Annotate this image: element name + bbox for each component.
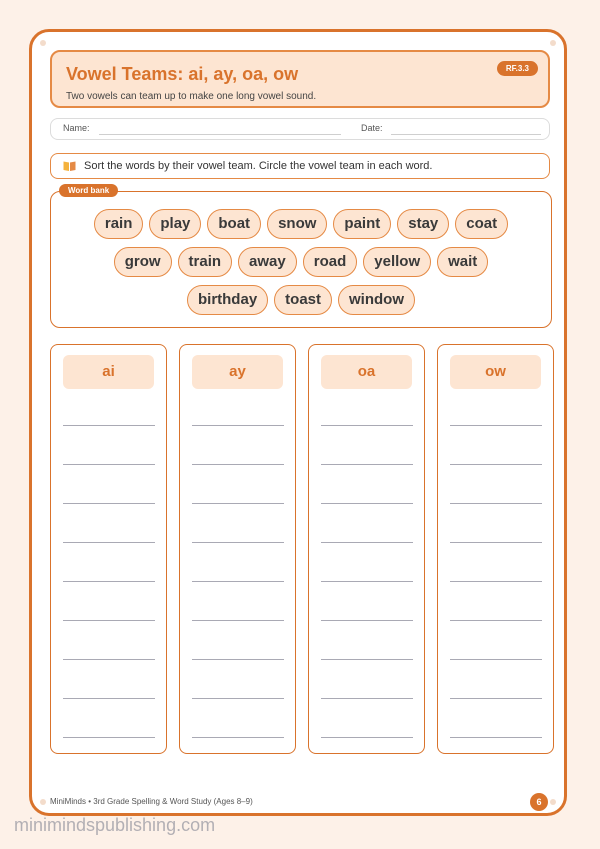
date-field[interactable] xyxy=(391,134,541,135)
word-chip[interactable]: boat xyxy=(207,209,261,239)
writing-line[interactable] xyxy=(192,698,284,699)
word-chip[interactable]: paint xyxy=(333,209,391,239)
writing-line[interactable] xyxy=(450,698,542,699)
writing-line[interactable] xyxy=(192,737,284,738)
sort-column-oa xyxy=(308,344,425,754)
writing-line[interactable] xyxy=(192,503,284,504)
writing-line[interactable] xyxy=(321,581,413,582)
sort-column-ai xyxy=(50,344,167,754)
word-chip[interactable]: wait xyxy=(437,247,488,277)
writing-line[interactable] xyxy=(63,620,155,621)
writing-line[interactable] xyxy=(321,737,413,738)
writing-line[interactable] xyxy=(321,620,413,621)
word-chip[interactable]: grow xyxy=(114,247,172,277)
word-chip[interactable]: yellow xyxy=(363,247,431,277)
instruction-text: Sort the words by their vowel team. Circle the vowel team in each word. xyxy=(84,160,433,172)
writing-line[interactable] xyxy=(321,464,413,465)
writing-line[interactable] xyxy=(321,542,413,543)
writing-line[interactable] xyxy=(63,698,155,699)
word-chip[interactable]: stay xyxy=(397,209,449,239)
name-label: Name: xyxy=(63,123,90,133)
sort-column-ay xyxy=(179,344,296,754)
title-banner xyxy=(50,50,550,108)
writing-line[interactable] xyxy=(450,425,542,426)
writing-line[interactable] xyxy=(63,581,155,582)
writing-line[interactable] xyxy=(63,464,155,465)
word-bank-label: Word bank xyxy=(59,184,118,197)
word-chip[interactable]: coat xyxy=(455,209,508,239)
writing-line[interactable] xyxy=(63,542,155,543)
page-subtitle: Two vowels can team up to make one long vowel sound. xyxy=(66,91,317,102)
writing-line[interactable] xyxy=(192,425,284,426)
writing-line[interactable] xyxy=(192,581,284,582)
writing-line[interactable] xyxy=(321,503,413,504)
writing-line[interactable] xyxy=(450,581,542,582)
name-date-row xyxy=(50,118,550,140)
word-bank-row xyxy=(51,285,551,315)
writing-line[interactable] xyxy=(321,659,413,660)
writing-line[interactable] xyxy=(63,425,155,426)
standard-badge: RF.3.3 xyxy=(497,61,538,76)
corner-dot xyxy=(40,40,46,46)
writing-line[interactable] xyxy=(63,659,155,660)
writing-line[interactable] xyxy=(192,542,284,543)
page-title: Vowel Teams: ai, ay, oa, ow xyxy=(66,64,299,84)
word-chip[interactable]: toast xyxy=(274,285,332,315)
word-chip[interactable]: away xyxy=(238,247,297,277)
word-chip[interactable]: rain xyxy=(94,209,144,239)
writing-line[interactable] xyxy=(450,503,542,504)
writing-line[interactable] xyxy=(63,503,155,504)
word-chip[interactable]: window xyxy=(338,285,415,315)
writing-line[interactable] xyxy=(321,425,413,426)
page-number: 6 xyxy=(530,793,548,811)
writing-line[interactable] xyxy=(63,737,155,738)
word-chip[interactable]: play xyxy=(149,209,201,239)
book-icon xyxy=(63,160,76,172)
corner-dot xyxy=(550,799,556,805)
word-bank-row xyxy=(51,209,551,239)
word-chip[interactable]: train xyxy=(178,247,233,277)
instruction-box xyxy=(50,153,550,179)
footer-text: MiniMinds • 3rd Grade Spelling & Word Study (Ages 8–9) xyxy=(50,797,253,806)
word-bank-row xyxy=(51,247,551,277)
watermark: minimindspublishing.com xyxy=(14,815,216,835)
corner-dot xyxy=(40,799,46,805)
word-chip[interactable]: birthday xyxy=(187,285,268,315)
column-heading: oa xyxy=(321,355,412,389)
writing-line[interactable] xyxy=(321,698,413,699)
worksheet-page xyxy=(29,29,567,816)
column-heading: ay xyxy=(192,355,283,389)
column-heading: ow xyxy=(450,355,541,389)
writing-line[interactable] xyxy=(450,737,542,738)
word-bank xyxy=(50,186,552,328)
corner-dot xyxy=(550,40,556,46)
word-chip[interactable]: snow xyxy=(267,209,327,239)
writing-line[interactable] xyxy=(450,464,542,465)
writing-line[interactable] xyxy=(450,542,542,543)
date-label: Date: xyxy=(361,123,383,133)
writing-line[interactable] xyxy=(192,659,284,660)
writing-line[interactable] xyxy=(450,659,542,660)
writing-line[interactable] xyxy=(192,620,284,621)
sort-column-ow xyxy=(437,344,554,754)
word-chip[interactable]: road xyxy=(303,247,358,277)
column-heading: ai xyxy=(63,355,154,389)
writing-line[interactable] xyxy=(192,464,284,465)
writing-line[interactable] xyxy=(450,620,542,621)
name-field[interactable] xyxy=(99,134,341,135)
